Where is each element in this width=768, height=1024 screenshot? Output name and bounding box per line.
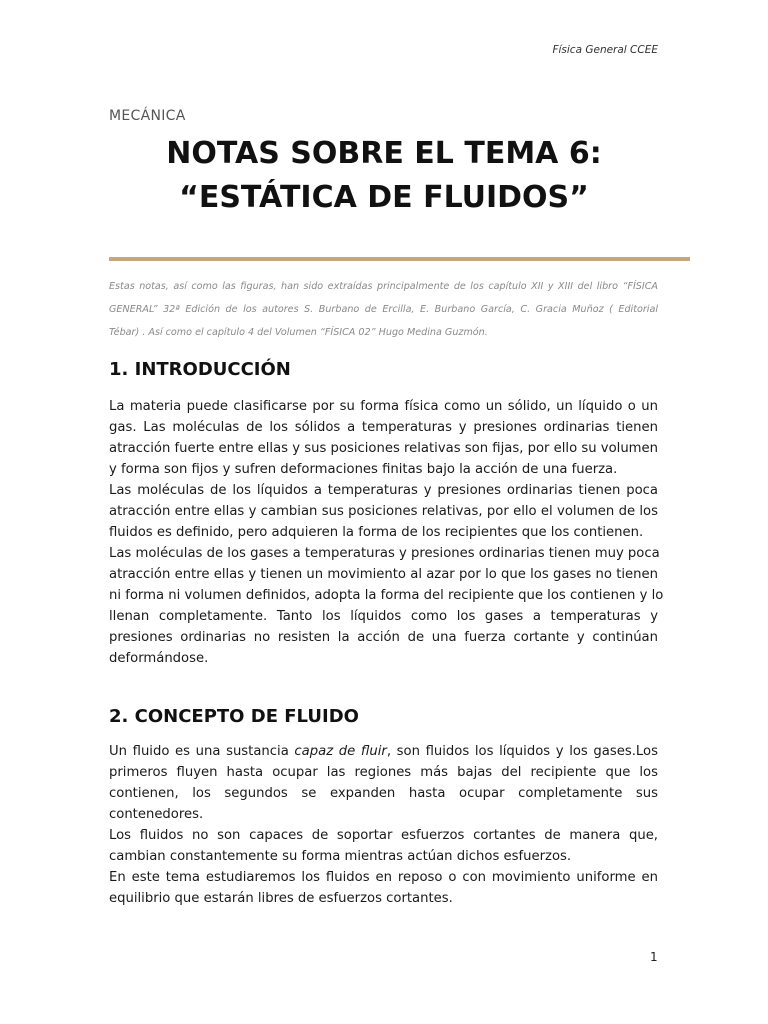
- paragraph-line: contienen, los segundos se expanden hasta ocupar completamente sus: [109, 786, 658, 801]
- source-credits: [109, 275, 658, 344]
- title-line-2: “ESTÁTICA DE FLUIDOS”: [179, 180, 589, 215]
- paragraph-line: atracción fuerte entre ellas y sus posiciones relativas son fijas, por ello su volumen: [109, 441, 658, 456]
- paragraph-line: deformándose.: [109, 651, 209, 666]
- paragraph-line: cambian constantemente su forma mientras actúan dichos esfuerzos.: [109, 849, 572, 864]
- section-heading-concepto-de-fluido: 2. CONCEPTO DE FLUIDO: [109, 706, 359, 727]
- paragraph-line: En este tema estudiaremos los fluidos en reposo o con movimiento uniforme en: [109, 870, 658, 885]
- paragraph-line: fluidos es definido, pero adquieren la forma de los recipientes que los contienen.: [109, 525, 644, 540]
- paragraph-line: Los fluidos no son capaces de soportar esfuerzos cortantes de manera que,: [109, 828, 658, 843]
- paragraph-line: atracción entre ellas y cambian sus posiciones relativas, por ello el volumen de los: [109, 504, 658, 519]
- paragraph-line: [109, 741, 658, 762]
- emphasis-text: capaz de fluir: [294, 744, 387, 759]
- paragraph-line: atracción entre ellas y tienen un movimiento al azar por lo que los gases no tienen: [109, 567, 658, 582]
- paragraph-line: Las moléculas de los líquidos a temperaturas y presiones ordinarias tienen poca: [109, 483, 658, 498]
- credits-line: Estas notas, así como las figuras, han sido extraídas principalmente de los capítulo XII y XIII del libro “FÍSICA: [109, 281, 658, 292]
- paragraph-line: equilibrio que estarán libres de esfuerzos cortantes.: [109, 891, 453, 906]
- paragraph-line: gas. Las moléculas de los sólidos a temperaturas y presiones ordinarias tienen: [109, 420, 658, 435]
- section-heading-introduccion: 1. INTRODUCCIÓN: [109, 359, 291, 380]
- credits-line: GENERAL” 32ª Edición de los autores S. Burbano de Ercilla, E. Burbano García, C. Gracia Muñoz ( Editorial: [109, 304, 658, 315]
- paragraph-line: ni forma ni volumen definidos, adopta la forma del recipiente que los contienen y lo: [109, 588, 664, 603]
- section-label: MECÁNICA: [109, 108, 186, 124]
- page-title: [109, 132, 659, 220]
- page-number: 1: [650, 950, 658, 964]
- paragraph-line: presiones ordinarias no resisten la acción de una fuerza cortante y continúan: [109, 630, 658, 645]
- section-body-introduccion: [109, 396, 664, 669]
- credits-line: Tébar) . Así como el capítulo 4 del Volumen “FÍSICA 02” Hugo Medina Guzmón.: [109, 327, 488, 338]
- section-body-concepto-de-fluido: [109, 741, 658, 909]
- paragraph-line: y forma son fijos y sufren deformaciones finitas bajo la acción de una fuerza.: [109, 462, 618, 477]
- paragraph-line: La materia puede clasificarse por su forma física como un sólido, un líquido o un: [109, 399, 658, 414]
- paragraph-line: primeros fluyen hasta ocupar las regiones más bajas del recipiente que los: [109, 765, 658, 780]
- text-run: , son fluidos los líquidos y los gases.Los: [386, 744, 658, 759]
- running-header: Física General CCEE: [552, 44, 658, 56]
- paragraph-line: llenan completamente. Tanto los líquidos como los gases a temperaturas y: [109, 609, 658, 624]
- text-run: Un fluido es una sustancia: [109, 744, 295, 759]
- paragraph-line: Las moléculas de los gases a temperaturas y presiones ordinarias tienen muy poca: [109, 546, 660, 561]
- title-divider: [109, 257, 690, 261]
- title-line-1: NOTAS SOBRE EL TEMA 6:: [166, 136, 602, 171]
- paragraph-line: contenedores.: [109, 807, 204, 822]
